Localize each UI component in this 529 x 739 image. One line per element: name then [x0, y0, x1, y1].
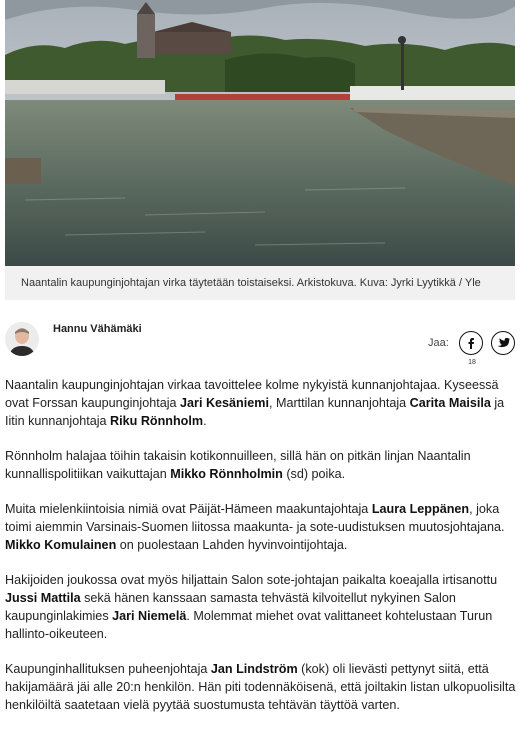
text: Hakijoiden joukossa ovat myös hiljattain Salon sote-johtajan paikalta koeajalla irtisanottu — [5, 573, 498, 587]
person-name: Jari Kesäniemi — [180, 396, 269, 410]
article-paragraph-2 — [5, 447, 520, 483]
harbor-photo — [5, 0, 515, 266]
article-paragraph-4 — [5, 571, 520, 643]
author-avatar[interactable] — [5, 322, 39, 356]
text: Rönnholm halajaa töihin takaisin kotikonnuilleen, sillä hän on pitkän linjan Naantalin kunnallispolitiikan vaikuttajan — [5, 449, 471, 481]
text: . — [203, 414, 207, 428]
person-name: Mikko Rönnholmin — [170, 467, 283, 481]
person-name: Laura Leppänen — [371, 502, 470, 516]
twitter-icon — [497, 337, 510, 349]
text: ja Iitin kunnanjohtaja — [5, 396, 505, 428]
facebook-share-count: 18 — [468, 359, 476, 366]
text: (sd) poika. — [282, 467, 346, 481]
person-name: Carita Maisila — [409, 396, 491, 410]
person-name: Jari Niemelä — [112, 609, 187, 623]
article-paragraph-3 — [5, 500, 520, 554]
facebook-icon — [465, 337, 477, 349]
article-body — [5, 376, 520, 731]
article-hero-image — [5, 0, 515, 266]
text: , joka toimi aiemmin Varsinais-Suomen liitossa maakunta- ja sote-uudistuksen muutosjohtajana. — [5, 502, 505, 534]
image-caption-text: Naantalin kaupunginjohtajan virka täytetään toistaiseksi. Arkistokuva. Kuva: Jyrki Lyytikkä / Yle — [21, 277, 481, 289]
person-name: Riku Rönnholm — [110, 414, 204, 428]
text: Muita mielenkiintoisia nimiä ovat Päijät-Hämeen maakuntajohtaja — [5, 502, 372, 516]
article-paragraph-5 — [5, 660, 520, 714]
person-name: Jussi Mattila — [5, 591, 81, 605]
author-bar — [5, 318, 520, 368]
author-name[interactable]: Hannu Vähämäki — [53, 323, 142, 335]
image-caption — [5, 266, 515, 300]
facebook-share-button[interactable] — [459, 331, 483, 355]
text: sekä hänen kanssaan samasta tehvästä kilvoitellut nykyinen Salon kaupunginlakimies — [5, 591, 456, 623]
text: Naantalin kaupunginjohtajan virkaa tavoittelee kolme nykyistä kunnanjohtajaa. Kyseessä ovat Forssan kaupunginjohtaja — [5, 378, 499, 410]
text: , Marttilan kunnanjohtaja — [268, 396, 410, 410]
person-icon — [5, 322, 39, 356]
twitter-share-button[interactable] — [491, 331, 515, 355]
share-label: Jaa: — [428, 337, 449, 349]
text: on puolestaan Lahden hyvinvointijohtaja. — [116, 538, 348, 552]
text: (kok) oli lievästi pettynyt siitä, että hakijamäärä jäi alle 20:n henkilön. Hän piti todennäköisenä, että joiltakin listan ulkopuolisilta henkilöiltä saatetaan vielä pyytää suostumusta tehtävän täyttöä varten. — [5, 662, 516, 712]
person-name: Mikko Komulainen — [5, 538, 117, 552]
text: Kaupunginhallituksen puheenjohtaja — [5, 662, 211, 676]
person-name: Jan Lindström — [210, 662, 298, 676]
article-paragraph-1 — [5, 376, 520, 430]
text: . Molemmat miehet ovat valittaneet kohtelustaan Turun hallinto-oikeuteen. — [5, 609, 493, 641]
